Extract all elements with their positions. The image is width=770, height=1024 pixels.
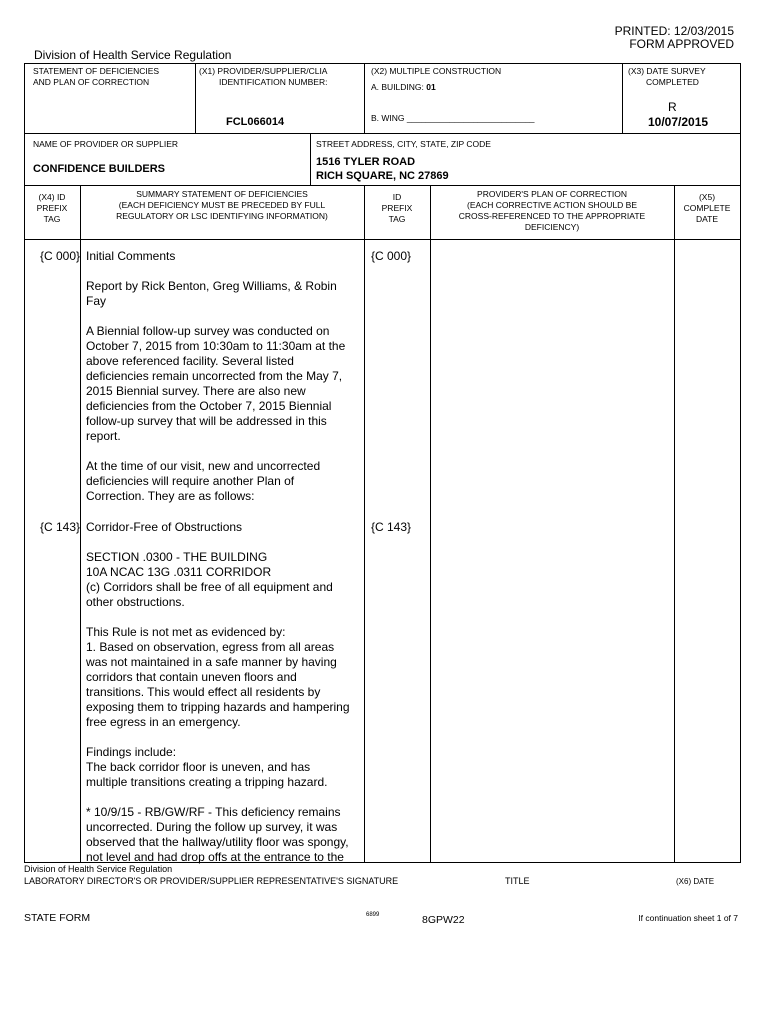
printed-date: PRINTED: 12/03/2015 [614,24,734,38]
event-id: 8GPW22 [422,914,465,926]
form-number: 6899 [366,912,380,918]
c143-prefix-tag: {C 143} [40,520,81,534]
address-label: STREET ADDRESS, CITY, STATE, ZIP CODE [316,139,491,149]
col-x5-header: (X5) COMPLETE DATE [683,192,731,224]
provider-name: CONFIDENCE BUILDERS [33,163,166,175]
state-form-label: STATE FORM [24,912,91,924]
c143-id-tag: {C 143} [371,520,412,534]
c000-prefix-tag: {C 000} [40,249,81,263]
provider-id: FCL066014 [226,116,285,128]
col-plan-header: PROVIDER'S PLAN OF CORRECTION (EACH CORRECTIVE ACTION SHOULD BE CROSS-REFERENCED TO THE APPROPRIATE DEFICIENCY) [458,189,646,232]
statement-label-1: STATEMENT OF DEFICIENCIES [33,66,160,76]
x2-label: (X2) MULTIPLE CONSTRUCTION [371,66,502,76]
col-id-header: ID PREFIX TAG [381,192,413,224]
col-x4-header: (X4) ID PREFIX TAG [36,192,68,224]
c143-text: Corridor-Free of Obstructions SECTION .0300 - THE BUILDING 10A NCAC 13G .0311 CORRIDOR (c) Corridors shall be free of all equipment and other obstructions. This Rule is not met as evidenced by: 1. Based on observation, egress from all areas was not maintained in a safe manner by having corridors that contain uneven floors and transitions. This would effect all residents by exposing them to tripping hazards and hampering free egress in an emergency. Findings include: The back corridor floor is uneven, and has multiple transitions creating a tripping hazard. * 10/9/15 - RB/GW/RF - This deficiency remains uncorrected. During the follow up survey, it was observed that the hallway/utility floor was spongy, not level and had drop offs at the entrance to the [86,520,350,864]
form-approved: FORM APPROVED [629,37,734,51]
address-line-2: RICH SQUARE, NC 27869 [316,170,449,182]
c000-id-tag: {C 000} [371,249,412,263]
wing-label: B. WING ___________________________ [371,113,535,123]
title-label: TITLE [505,876,530,886]
building-value: 01 [426,82,436,92]
building-label: A. BUILDING: [371,82,424,92]
x6-date-label: (X6) DATE [676,877,715,886]
x1-label-2: IDENTIFICATION NUMBER: [219,77,328,87]
address-line-1: 1516 TYLER ROAD [316,156,416,168]
c000-text: Initial Comments Report by Rick Benton, Greg Williams, & Robin Fay A Biennial follow-up survey was conducted on October 7, 2015 from 10:30am to 11:30am at the above referenced facility. Several listed deficiencies remain uncorrected from the May 7, 2015 Biennial survey. There are also new deficiencies from the October 7, 2015 Biennial follow-up survey that will be addressed in this report. At the time of our visit, new and uncorrected deficiencies will require another Plan of Correction. They are as follows: [86,249,346,503]
footer-agency: Division of Health Service Regulation [24,864,173,874]
col-summary-header: SUMMARY STATEMENT OF DEFICIENCIES (EACH DEFICIENCY MUST BE PRECEDED BY FULL REGULATORY OR LSC IDENTIFYING INFORMATION) [116,189,328,221]
x3-label-2: COMPLETED [646,77,699,87]
statement-label-2: AND PLAN OF CORRECTION [33,77,150,87]
building-field [371,82,436,93]
survey-date: 10/07/2015 [648,115,709,129]
agency-title: Division of Health Service Regulation [34,48,232,62]
continuation-sheet: If continuation sheet 1 of 7 [638,913,738,923]
x1-label-1: (X1) PROVIDER/SUPPLIER/CLIA [199,66,328,76]
provider-label: NAME OF PROVIDER OR SUPPLIER [33,139,178,149]
x3-label-1: (X3) DATE SURVEY [628,66,706,76]
survey-code: R [668,100,677,114]
signature-label: LABORATORY DIRECTOR'S OR PROVIDER/SUPPLIER REPRESENTATIVE'S SIGNATURE [24,876,399,886]
